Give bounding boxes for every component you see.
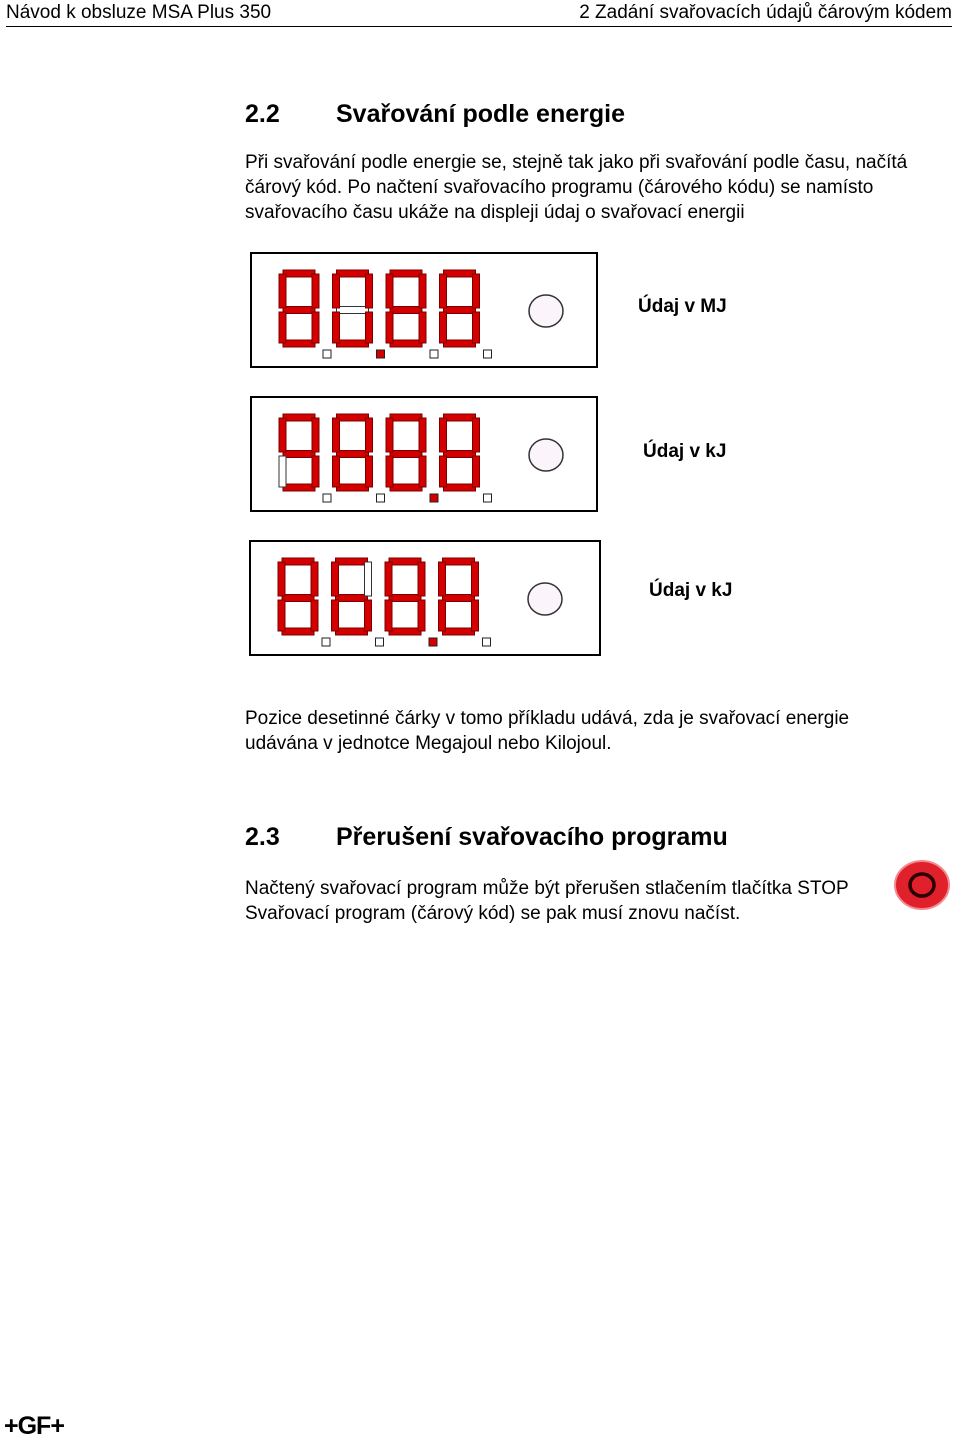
segment-d bbox=[337, 340, 369, 347]
segment-e bbox=[386, 312, 393, 343]
section-title: Přerušení svařovacího programu bbox=[336, 823, 728, 851]
segment-g bbox=[336, 595, 368, 602]
segment-a bbox=[443, 558, 475, 565]
segment-d bbox=[444, 484, 476, 491]
segment-g bbox=[389, 595, 421, 602]
segment-a bbox=[337, 270, 369, 277]
segment-a bbox=[389, 558, 421, 565]
seven-segment-display bbox=[252, 254, 600, 370]
segment-b bbox=[366, 418, 373, 452]
segment-a bbox=[283, 270, 315, 277]
segment-e bbox=[385, 600, 392, 631]
segment-d bbox=[443, 628, 475, 635]
decimal-point bbox=[323, 350, 331, 358]
segment-g bbox=[337, 307, 369, 314]
stop-button-icon bbox=[894, 860, 950, 910]
decimal-point bbox=[484, 494, 492, 502]
section-number: 2.3 bbox=[245, 823, 280, 851]
segment-a bbox=[390, 270, 422, 277]
paragraph-line: Svařovací program (čárový kód) se pak musí znovu načíst. bbox=[245, 903, 741, 924]
segment-c bbox=[473, 312, 480, 343]
indicator-circle-icon bbox=[528, 583, 562, 615]
segment-g bbox=[283, 307, 315, 314]
segment-e bbox=[279, 312, 286, 343]
display-label-mj: Údaj v MJ bbox=[638, 296, 727, 317]
segment-b bbox=[419, 418, 426, 452]
indicator-circle-icon bbox=[529, 439, 563, 471]
segment-f bbox=[332, 562, 339, 596]
segment-e bbox=[333, 456, 340, 487]
display-panel-kj-2 bbox=[249, 540, 601, 656]
segment-b bbox=[418, 562, 425, 596]
stop-paragraph bbox=[245, 876, 849, 926]
segment-c bbox=[312, 312, 319, 343]
segment-a bbox=[390, 414, 422, 421]
segment-c bbox=[366, 456, 373, 487]
segment-d bbox=[444, 340, 476, 347]
paragraph-line: Načtený svařovací program může být přerušen stlačením tlačítka STOP bbox=[245, 878, 849, 899]
segment-g bbox=[282, 595, 314, 602]
segment-f bbox=[440, 274, 447, 308]
display-panel-mj bbox=[250, 252, 598, 368]
segment-b bbox=[472, 562, 479, 596]
segment-b bbox=[366, 274, 373, 308]
segment-f bbox=[439, 562, 446, 596]
decimal-point bbox=[377, 494, 385, 502]
segment-d bbox=[336, 628, 368, 635]
paragraph-line: čárový kód. Po načtení svařovacího programu (čárového kódu) se namísto bbox=[245, 177, 874, 198]
decimal-point bbox=[376, 638, 384, 646]
gf-logo: +GF+ bbox=[4, 1412, 64, 1440]
segment-f bbox=[386, 274, 393, 308]
decimal-point bbox=[323, 494, 331, 502]
segment-g bbox=[283, 451, 315, 458]
segment-g bbox=[390, 451, 422, 458]
segment-c bbox=[473, 456, 480, 487]
decimal-point bbox=[377, 350, 385, 358]
segment-c bbox=[312, 456, 319, 487]
segment-d bbox=[390, 340, 422, 347]
segment-b bbox=[312, 274, 319, 308]
segment-a bbox=[336, 558, 368, 565]
energy-intro-paragraph bbox=[245, 150, 907, 225]
segment-g bbox=[444, 307, 476, 314]
segment-d bbox=[282, 628, 314, 635]
segment-d bbox=[390, 484, 422, 491]
segment-c bbox=[365, 600, 372, 631]
segment-f bbox=[385, 562, 392, 596]
segment-a bbox=[444, 414, 476, 421]
segment-b bbox=[473, 274, 480, 308]
segment-c bbox=[366, 312, 373, 343]
paragraph-line: udávána v jednotce Megajoul nebo Kilojoul. bbox=[245, 733, 612, 754]
segment-f bbox=[386, 418, 393, 452]
segment-b bbox=[312, 418, 319, 452]
display-label-kj-1: Údaj v kJ bbox=[643, 441, 727, 462]
segment-e bbox=[439, 600, 446, 631]
header-manual-title: Návod k obsluze MSA Plus 350 bbox=[6, 2, 272, 23]
segment-f bbox=[279, 274, 286, 308]
segment-e bbox=[278, 600, 285, 631]
segment-c bbox=[418, 600, 425, 631]
segment-f bbox=[278, 562, 285, 596]
decimal-point bbox=[430, 350, 438, 358]
display-panel-kj-1 bbox=[250, 396, 598, 512]
display-label-kj-2: Údaj v kJ bbox=[649, 580, 733, 601]
segment-c bbox=[419, 456, 426, 487]
segment-b bbox=[419, 274, 426, 308]
segment-e bbox=[333, 312, 340, 343]
decimal-point bbox=[484, 350, 492, 358]
segment-d bbox=[283, 340, 315, 347]
page-header bbox=[6, 0, 952, 27]
segment-e bbox=[279, 456, 286, 487]
segment-e bbox=[440, 312, 447, 343]
indicator-circle-icon bbox=[529, 295, 563, 327]
segment-f bbox=[333, 418, 340, 452]
section-number: 2.2 bbox=[245, 100, 280, 128]
segment-f bbox=[440, 418, 447, 452]
segment-d bbox=[337, 484, 369, 491]
segment-a bbox=[282, 558, 314, 565]
segment-g bbox=[444, 451, 476, 458]
segment-a bbox=[283, 414, 315, 421]
section-title: Svařování podle energie bbox=[336, 100, 625, 128]
segment-e bbox=[386, 456, 393, 487]
segment-b bbox=[311, 562, 318, 596]
paragraph-line: svařovacího času ukáže na displeji údaj o svařovací energii bbox=[245, 202, 745, 223]
segment-f bbox=[279, 418, 286, 452]
segment-g bbox=[337, 451, 369, 458]
segment-b bbox=[365, 562, 372, 596]
decimal-point bbox=[483, 638, 491, 646]
segment-g bbox=[390, 307, 422, 314]
decimal-point bbox=[322, 638, 330, 646]
seven-segment-display bbox=[252, 398, 600, 514]
header-chapter-title: 2 Zadání svařovacích údajů čárovým kódem bbox=[579, 2, 952, 23]
segment-a bbox=[337, 414, 369, 421]
segment-c bbox=[311, 600, 318, 631]
decimal-point bbox=[430, 494, 438, 502]
paragraph-line: Při svařování podle energie se, stejně tak jako při svařování podle času, načítá bbox=[245, 152, 908, 173]
segment-f bbox=[333, 274, 340, 308]
segment-e bbox=[332, 600, 339, 631]
segment-g bbox=[443, 595, 475, 602]
decimal-point bbox=[429, 638, 437, 646]
segment-c bbox=[419, 312, 426, 343]
segment-d bbox=[283, 484, 315, 491]
segment-d bbox=[389, 628, 421, 635]
decimal-point-paragraph bbox=[245, 706, 849, 756]
segment-e bbox=[440, 456, 447, 487]
segment-a bbox=[444, 270, 476, 277]
segment-c bbox=[472, 600, 479, 631]
segment-b bbox=[473, 418, 480, 452]
paragraph-line: Pozice desetinné čárky v tomo příkladu udává, zda je svařovací energie bbox=[245, 708, 850, 729]
seven-segment-display bbox=[251, 542, 603, 658]
